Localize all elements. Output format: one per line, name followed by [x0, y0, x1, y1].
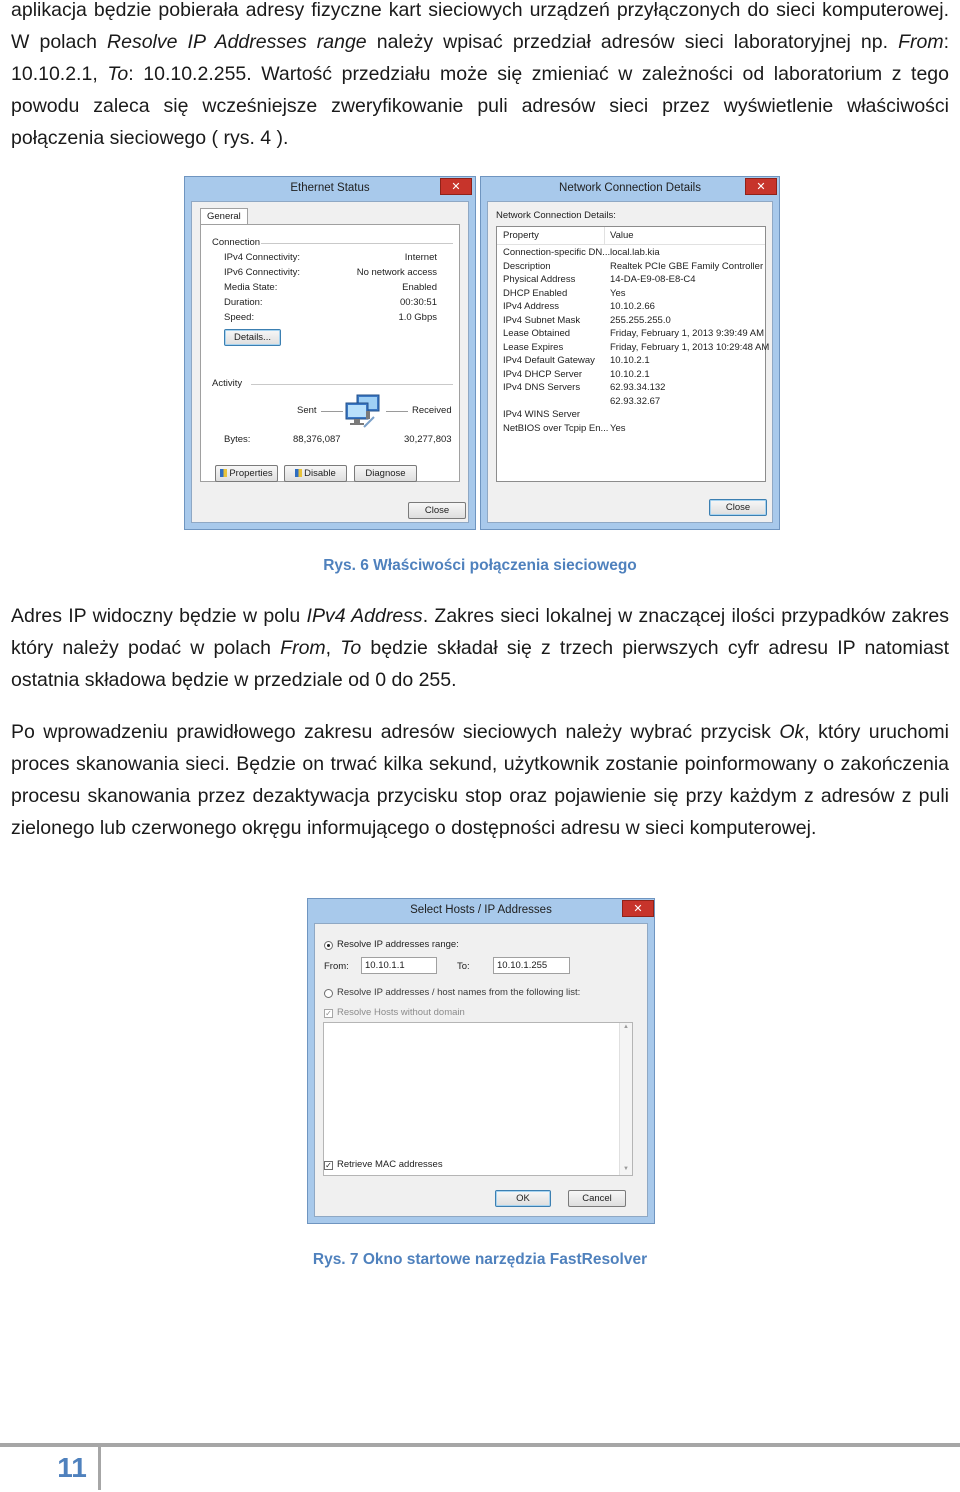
activity-divider	[251, 384, 453, 385]
network-computers-icon	[344, 393, 384, 429]
select-hosts-titlebar	[308, 899, 654, 923]
without-domain-checkbox[interactable]: ✓	[325, 1009, 332, 1018]
speed-label: Speed:	[224, 312, 255, 323]
row-property: Physical Address	[503, 274, 576, 285]
resolve-list-label: Resolve IP addresses / host names from the following list:	[337, 987, 581, 998]
row-property: Description	[503, 261, 551, 272]
details-list[interactable]	[496, 226, 770, 482]
properties-button[interactable]: Properties	[215, 465, 278, 482]
connection-details-body	[487, 201, 773, 523]
row-value: Friday, February 1, 2013 10:29:48 AM	[610, 342, 770, 353]
page-number: 11	[57, 1452, 87, 1483]
column-header-property[interactable]: Property	[503, 230, 539, 241]
connection-divider	[261, 243, 453, 244]
row-value: 255.255.255.0	[610, 315, 671, 326]
connection-details-titlebar	[481, 177, 779, 201]
retrieve-mac-label: Retrieve MAC addresses	[337, 1159, 443, 1170]
ethernet-status-title: Ethernet Status	[290, 182, 370, 194]
row-property: IPv4 Address	[503, 301, 559, 312]
scroll-up-icon[interactable]: ▲	[623, 1024, 629, 1030]
footer-rule	[0, 1443, 960, 1447]
tab-general[interactable]: General	[200, 208, 248, 224]
connection-details-window	[480, 176, 780, 530]
sent-label: Sent	[297, 405, 317, 416]
row-property: NetBIOS over Tcpip En...	[503, 423, 609, 434]
paragraph-ip-address: Adres IP widoczny będzie w polu IPv4 Address. Zakres sieci lokalnej w znaczącej ilości przypadków zakres który należy podać w polach From, To będzie składał się z trzech pierwszych cyfr adresu IP natomiast ostatnia składowa będzie w przedziale od 0 do 255.	[11, 605, 949, 691]
row-value: Yes	[610, 423, 626, 434]
diagnose-button[interactable]: Diagnose	[354, 465, 417, 482]
from-label: From:	[324, 961, 349, 972]
ipv6-connectivity-label: IPv6 Connectivity:	[224, 267, 301, 278]
row-value: local.lab.kia	[610, 247, 660, 258]
ethernet-status-titlebar	[185, 177, 475, 201]
bytes-received-value: 30,277,803	[404, 434, 452, 445]
row-value: 10.10.2.1	[610, 355, 650, 366]
bytes-sent-value: 88,376,087	[293, 434, 341, 445]
select-hosts-title: Select Hosts / IP Addresses	[410, 904, 552, 916]
row-property: Connection-specific DN...	[503, 247, 611, 258]
sent-line	[321, 411, 343, 412]
figure-caption-6: Rys. 6 Właściwości połączenia sieciowego	[323, 557, 637, 574]
connection-label: Connection	[212, 237, 261, 248]
cancel-button[interactable]: Cancel	[568, 1190, 626, 1207]
ethernet-status-close-icon[interactable]: ✕	[440, 178, 472, 195]
details-close-button[interactable]: Close	[709, 499, 767, 516]
row-property: Lease Obtained	[503, 328, 571, 339]
shield-icon	[295, 469, 302, 477]
row-value: Yes	[610, 288, 626, 299]
row-value: 10.10.2.1	[610, 369, 650, 380]
ethernet-status-body	[191, 201, 469, 523]
header-divider	[497, 244, 765, 245]
row-property: Lease Expires	[503, 342, 564, 353]
details-heading: Network Connection Details:	[496, 210, 616, 221]
row-property: IPv4 WINS Server	[503, 409, 581, 420]
received-label: Received	[412, 405, 452, 416]
resolve-range-radio[interactable]	[324, 941, 333, 950]
speed-value: 1.0 Gbps	[398, 312, 437, 323]
without-domain-label: Resolve Hosts without domain	[337, 1007, 465, 1018]
media-state-value: Enabled	[402, 282, 437, 293]
row-property: DHCP Enabled	[503, 288, 568, 299]
paragraph-intro: aplikacja będzie pobierała adresy fizyczne kart sieciowych urządzeń przyłączonych do sieci komputerowej. W polach Resolve IP Addresses range należy wpisać przedział adresów sieci laboratoryjnej np. From: 10.10.2.1, To: 10.10.2.255. Wartość przedziału może się zmieniać w zależności od laboratorium z tego powodu zaleca się wcześniejsze zweryfikowanie puli adresów sieci przez wyświetlenie właściwości połączenia sieciowego ( rys. 4 ).	[11, 0, 950, 149]
row-property: IPv4 DHCP Server	[503, 369, 583, 380]
paragraph-scanning: Po wprowadzeniu prawidłowego zakresu adresów sieciowych należy wybrać przycisk Ok, który uruchomi proces skanowania sieci. Będzie on trwać kilka sekund, użytkownik zostanie poinformowany o zakończenia procesu skanowania przez dezaktywacja przycisku stop oraz pojawienie się przy każdym z adresów z puli zielonego lub czerwonego okręgu informującego o dostępności adresu w sieci komputerowej.	[11, 721, 949, 839]
select-hosts-close-icon[interactable]: ✕	[622, 900, 654, 917]
activity-label: Activity	[212, 378, 243, 389]
row-value: 62.93.32.67	[610, 396, 661, 407]
resolve-range-label: Resolve IP addresses range:	[337, 939, 459, 950]
details-button[interactable]: Details...	[224, 329, 281, 346]
figure-caption-7: Rys. 7 Okno startowe narzędzia FastResolver	[312, 1251, 648, 1268]
media-state-label: Media State:	[224, 282, 278, 293]
disable-button[interactable]: Disable	[284, 465, 347, 482]
received-line	[386, 411, 408, 412]
from-input[interactable]: 10.10.1.1	[361, 957, 437, 974]
ipv4-connectivity-value: Internet	[404, 252, 437, 263]
general-panel	[200, 224, 460, 482]
column-divider	[604, 227, 605, 244]
row-property: IPv4 DNS Servers	[503, 382, 581, 393]
shield-icon	[220, 469, 227, 477]
row-value: 62.93.34.132	[610, 382, 666, 393]
to-input[interactable]: 10.10.1.255	[493, 957, 570, 974]
select-hosts-window	[307, 898, 655, 1224]
ethernet-status-window	[184, 176, 476, 530]
ethernet-close-button[interactable]: Close	[408, 502, 466, 519]
retrieve-mac-checkbox[interactable]: ✓	[325, 1161, 332, 1170]
row-value: Friday, February 1, 2013 9:39:49 AM	[610, 328, 765, 339]
duration-value: 00:30:51	[400, 297, 437, 308]
row-value: 10.10.2.66	[610, 301, 655, 312]
select-hosts-body	[314, 923, 648, 1217]
connection-details-close-icon[interactable]: ✕	[745, 178, 777, 195]
scroll-down-icon[interactable]: ▼	[623, 1166, 629, 1172]
duration-label: Duration:	[224, 297, 263, 308]
hosts-list-textarea[interactable]	[323, 1022, 633, 1176]
resolve-list-radio[interactable]	[324, 989, 333, 998]
ipv6-connectivity-value: No network access	[356, 267, 437, 278]
row-property: IPv4 Subnet Mask	[503, 315, 581, 326]
ok-button[interactable]: OK	[495, 1190, 551, 1207]
row-value: 14-DA-E9-08-E8-C4	[610, 274, 696, 285]
hosts-list-scrollbar[interactable]	[619, 1023, 632, 1175]
row-value: Realtek PCIe GBE Family Controller	[610, 261, 764, 272]
bytes-label: Bytes:	[224, 434, 251, 445]
ipv4-connectivity-label: IPv4 Connectivity:	[224, 252, 301, 263]
column-header-value[interactable]: Value	[610, 230, 634, 241]
to-label: To:	[457, 961, 470, 972]
connection-details-title: Network Connection Details	[559, 182, 701, 194]
row-property: IPv4 Default Gateway	[503, 355, 595, 366]
